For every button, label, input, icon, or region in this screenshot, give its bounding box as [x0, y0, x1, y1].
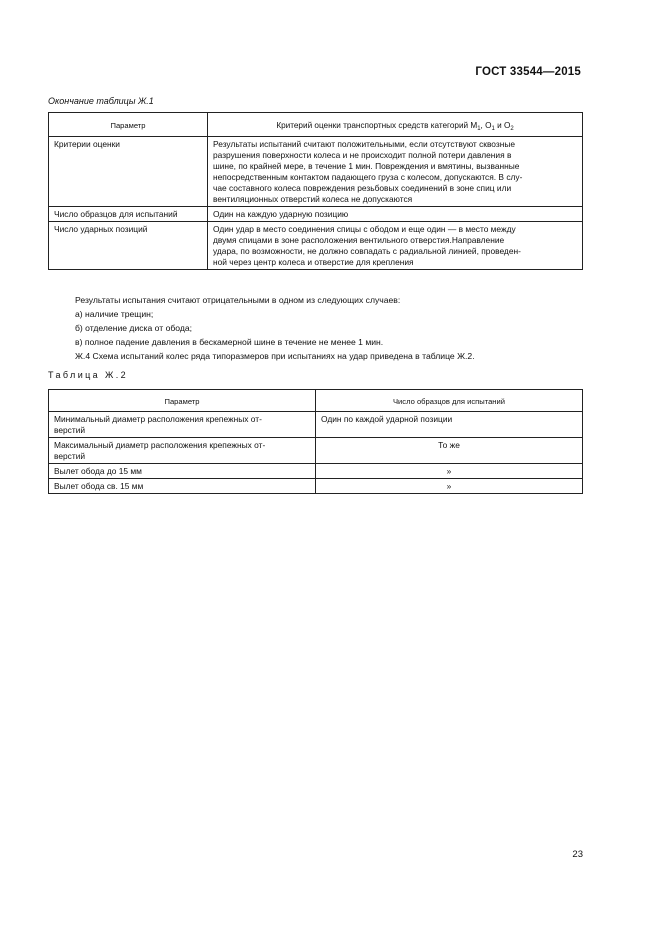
table2-value-cell: То же	[316, 438, 583, 464]
table2-param-cell: Вылет обода св. 15 мм	[49, 479, 316, 494]
results-paragraph: Результаты испытания считают отрицательными в одном из следующих случаев:	[75, 295, 401, 305]
table1-caption: Окончание таблицы Ж.1	[48, 96, 154, 106]
table-row	[49, 207, 583, 222]
page-number: 23	[572, 849, 583, 860]
table1-param-cell: Критерии оценки	[49, 137, 208, 207]
table1-param-cell: Число ударных позиций	[49, 222, 208, 270]
table2-param-cell: Вылет обода до 15 мм	[49, 464, 316, 479]
table2-value-cell: »	[316, 464, 583, 479]
table2-header-row	[49, 390, 583, 412]
table1-param-cell: Число образцов для испытаний	[49, 207, 208, 222]
table-row	[49, 137, 583, 207]
table-row	[49, 479, 583, 494]
category-m1: $M_1$	[470, 120, 481, 132]
table-row	[49, 222, 583, 270]
table1-col2-header: Критерий оценки транспортных средств категорий $M_1$, $O_1$ и $O_2$	[208, 113, 583, 137]
table2-col1-header: Параметр	[49, 390, 316, 412]
table-row	[49, 438, 583, 464]
category-o2: $O_2$	[503, 120, 514, 132]
table2-col2-header: Число образцов для испытаний	[316, 390, 583, 412]
table2-param-cell: Максимальный диаметр расположения крепежных от- верстий	[49, 438, 316, 464]
table-row	[49, 412, 583, 438]
list-item: б) отделение диска от обода;	[75, 323, 193, 333]
list-item: в) полное падение давления в бескамерной шине в течение не менее 1 мин.	[75, 337, 384, 347]
table-row	[49, 464, 583, 479]
section-paragraph: Ж.4 Схема испытаний колес ряда типоразмеров при испытаниях на удар приведена в таблице Ж.2.	[75, 351, 475, 361]
table2-caption: Таблица Ж.2	[48, 370, 129, 380]
table1-header-row	[49, 113, 583, 137]
category-o1: $O_1$	[485, 120, 495, 132]
table2	[48, 389, 583, 494]
table1-col2-header-text: Критерий оценки транспортных средств категорий	[276, 120, 471, 130]
table1-criterion-cell: Результаты испытаний считают положительными, если отсутствуют сквозные разрушения поверхности колеса и не происходит полной потери давления в шине, по крайней мере, в течение 1 мин. Повреждения и вмятины, вызванные непосредственным контактом падающего груза с колесом, допускаются. В слу- чае составного колеса повреждения резьбовых соединений в зоне спиц или вентиляционных отверстий колеса не допускаются	[208, 137, 583, 207]
table1-col1-header: Параметр	[49, 113, 208, 137]
table2-param-cell: Минимальный диаметр расположения крепежных от- верстий	[49, 412, 316, 438]
table1-criterion-cell: Один на каждую ударную позицию	[208, 207, 583, 222]
table2-value-cell: »	[316, 479, 583, 494]
table1-criterion-cell: Один удар в место соединения спицы с ободом и еще один — в место между двумя спицами в зоне расположения вентильного отверстия.Направление удара, по возможности, не должно совпадать с радиальной линией, проведен- ной через центр колеса и отверстие для крепления	[208, 222, 583, 270]
standard-number: ГОСТ 33544—2015	[475, 66, 581, 78]
table2-value-cell: Один по каждой ударной позиции	[316, 412, 583, 438]
table1	[48, 112, 583, 270]
list-item: а) наличие трещин;	[75, 309, 154, 319]
